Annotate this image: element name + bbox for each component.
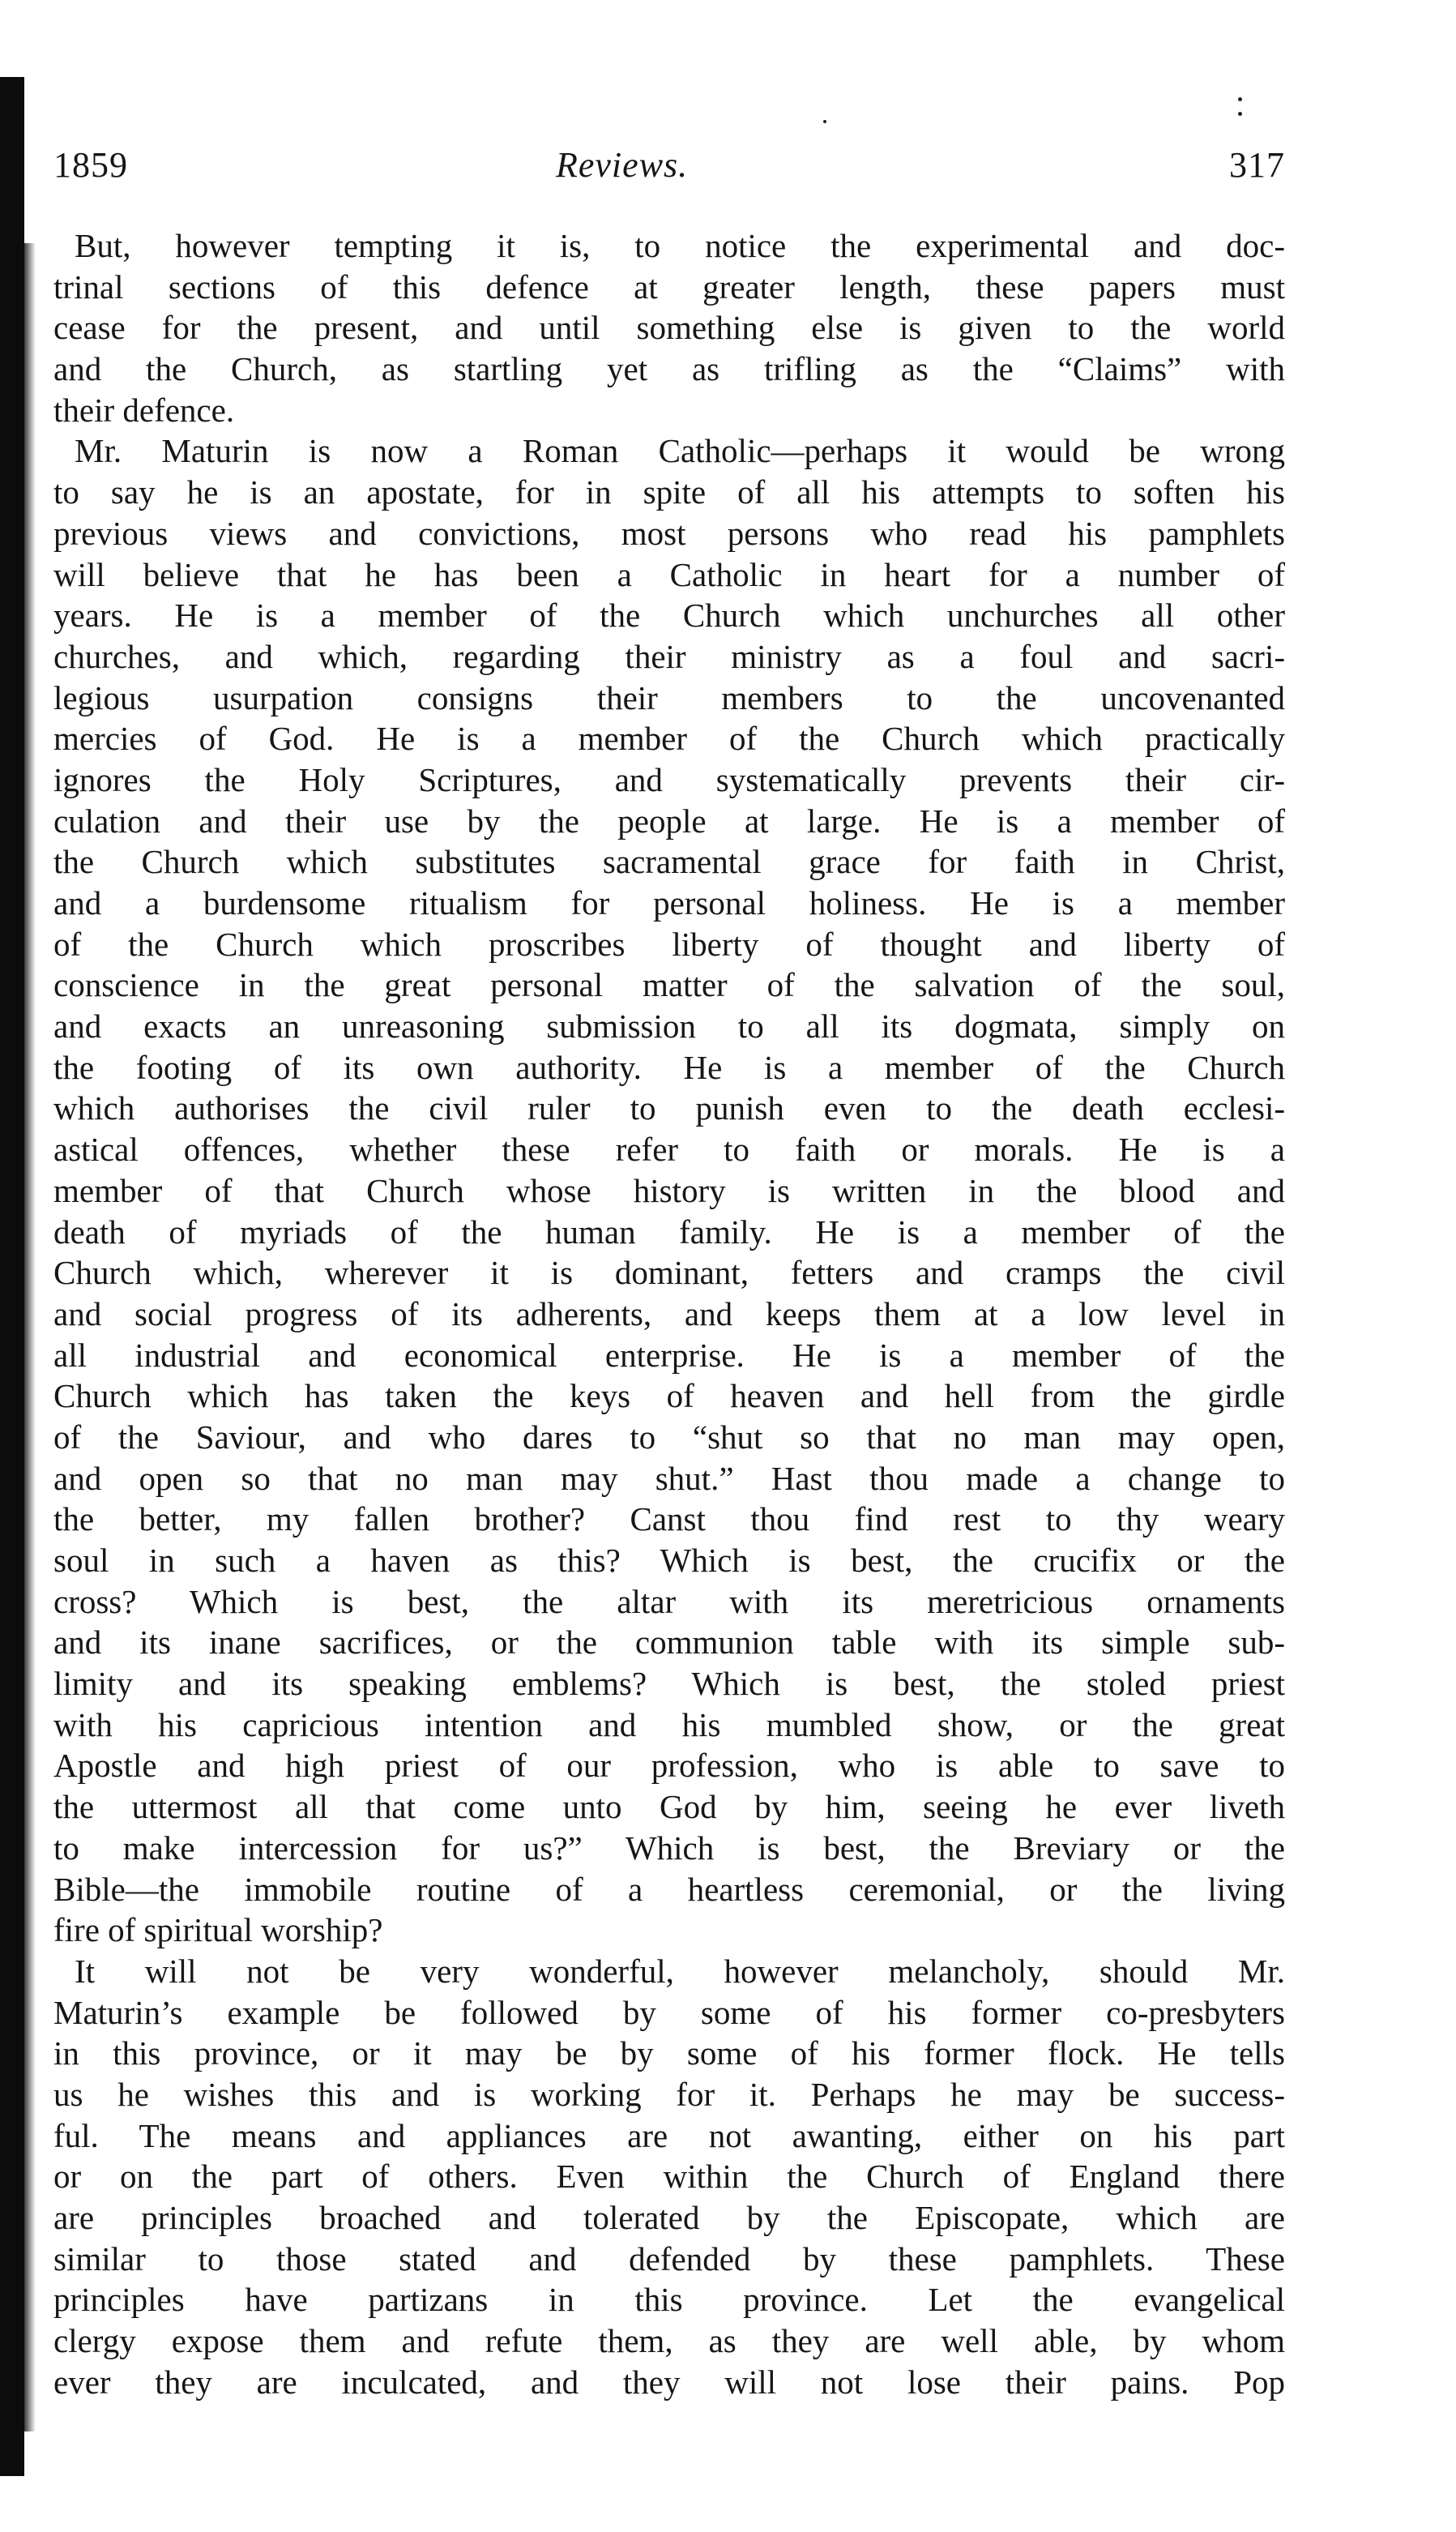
text-line: Apostle and high priest of our profession, who is able to save to	[53, 1747, 1285, 1785]
text-line: mercies of God. He is a member of the Church which practically	[53, 720, 1285, 758]
print-speck	[823, 120, 826, 123]
text-line: ever they are inculcated, and they will not lose their pains. Pop	[53, 2363, 1285, 2401]
text-line: the better, my fallen brother? Canst thou find rest to thy weary	[53, 1500, 1285, 1538]
text-line: and the Church, as startling yet as trifling as the “Claims” with	[53, 350, 1285, 388]
text-line: limity and its speaking emblems? Which is best, the stoled priest	[53, 1665, 1285, 1703]
text-line: the uttermost all that come unto God by him, seeing he ever liveth	[53, 1788, 1285, 1826]
text-line: principles have partizans in this province. Let the evangelical	[53, 2281, 1285, 2319]
text-line: and open so that no man may shut.” Hast thou made a change to	[53, 1459, 1285, 1497]
text-line: and its inane sacrifices, or the communion table with its simple sub-	[53, 1623, 1285, 1662]
text-line: and exacts an unreasoning submission to all its dogmata, simply on	[53, 1007, 1285, 1046]
text-line: churches, and which, regarding their ministry as a foul and sacri-	[53, 637, 1285, 675]
text-line: It will not be very wonderful, however melancholy, should Mr.	[75, 1952, 1285, 1990]
text-line: years. He is a member of the Church which unchurches all other	[53, 597, 1285, 635]
gutter-shadow	[24, 243, 36, 2431]
text-line: member of that Church whose history is written in the blood and	[53, 1171, 1285, 1209]
text-line: Bible—the immobile routine of a heartless ceremonial, or the living	[53, 1870, 1285, 1908]
running-header	[53, 144, 1285, 193]
text-line: the Church which substitutes sacramental grace for faith in Christ,	[53, 843, 1285, 881]
text-line: Church which has taken the keys of heaven and hell from the girdle	[53, 1377, 1285, 1415]
text-line: to make intercession for us?” Which is best, the Breviary or the	[53, 1828, 1285, 1867]
text-line: ignores the Holy Scriptures, and systematically prevents their cir-	[53, 760, 1285, 798]
text-line: their defence.	[53, 391, 235, 429]
body-text	[53, 225, 1285, 2402]
text-line: Church which, wherever it is dominant, fetters and cramps the civil	[53, 1254, 1285, 1292]
text-line: trinal sections of this defence at greater length, these papers must	[53, 267, 1285, 306]
text-line: cease for the present, and until something else is given to the world	[53, 309, 1285, 347]
text-line: and social progress of its adherents, and keeps them at a low level in	[53, 1294, 1285, 1332]
text-line: of the Church which proscribes liberty of thought and liberty of	[53, 925, 1285, 963]
text-line: us he wishes this and is working for it. Perhaps he may be success-	[53, 2075, 1285, 2113]
print-speck	[1238, 112, 1242, 116]
paragraph	[53, 430, 1285, 1950]
text-line: fire of spiritual worship?	[53, 1911, 383, 1949]
text-line: ful. The means and appliances are not awanting, either on his part	[53, 2116, 1285, 2154]
text-line: legious usurpation consigns their members to the uncovenanted	[53, 678, 1285, 716]
text-line: the footing of its own authority. He is a member of the Church	[53, 1048, 1285, 1086]
book-binding-edge	[0, 77, 24, 2476]
text-line: cross? Which is best, the altar with its meretricious ornaments	[53, 1582, 1285, 1620]
text-line: previous views and convictions, most persons who read his pamphlets	[53, 514, 1285, 552]
text-line: astical offences, whether these refer to faith or morals. He is a	[53, 1131, 1285, 1169]
text-line: of the Saviour, and who dares to “shut so that no man may open,	[53, 1418, 1285, 1456]
print-speck	[1238, 97, 1242, 101]
text-line: are principles broached and tolerated by the Episcopate, which are	[53, 2199, 1285, 2236]
page-number: 317	[1229, 145, 1285, 185]
text-line: death of myriads of the human family. He is a member of the	[53, 1213, 1285, 1251]
text-line: similar to those stated and defended by these pamphlets. These	[53, 2239, 1285, 2278]
text-line: soul in such a haven as this? Which is best, the crucifix or the	[53, 1542, 1285, 1579]
text-line: to say he is an apostate, for in spite of all his attempts to soften his	[53, 473, 1285, 511]
text-line: and a burdensome ritualism for personal holiness. He is a member	[53, 884, 1285, 922]
text-line: all industrial and economical enterprise. He is a member of the	[53, 1336, 1285, 1374]
text-line: culation and their use by the people at large. He is a member of	[53, 802, 1285, 840]
header-title: Reviews.	[556, 145, 689, 185]
text-line: But, however tempting it is, to notice the experimental and doc-	[75, 227, 1285, 264]
text-line: will believe that he has been a Catholic in heart for a number of	[53, 555, 1285, 593]
text-line: Mr. Maturin is now a Roman Catholic—perhaps it would be wrong	[75, 432, 1285, 470]
paragraph	[53, 1951, 1285, 2403]
text-line: or on the part of others. Even within the Church of England there	[53, 2158, 1285, 2196]
text-line: Maturin’s example be followed by some of his former co-presbyters	[53, 1993, 1285, 2031]
text-line: clergy expose them and refute them, as they are well able, by whom	[53, 2322, 1285, 2360]
text-line: in this province, or it may be by some of his former flock. He tells	[53, 2034, 1285, 2072]
paragraph	[53, 225, 1285, 430]
header-year: 1859	[53, 145, 128, 185]
text-line: conscience in the great personal matter of the salvation of the soul,	[53, 966, 1285, 1004]
text-line: with his capricious intention and his mumbled show, or the great	[53, 1705, 1285, 1743]
text-line: which authorises the civil ruler to punish even to the death ecclesi-	[53, 1089, 1285, 1127]
